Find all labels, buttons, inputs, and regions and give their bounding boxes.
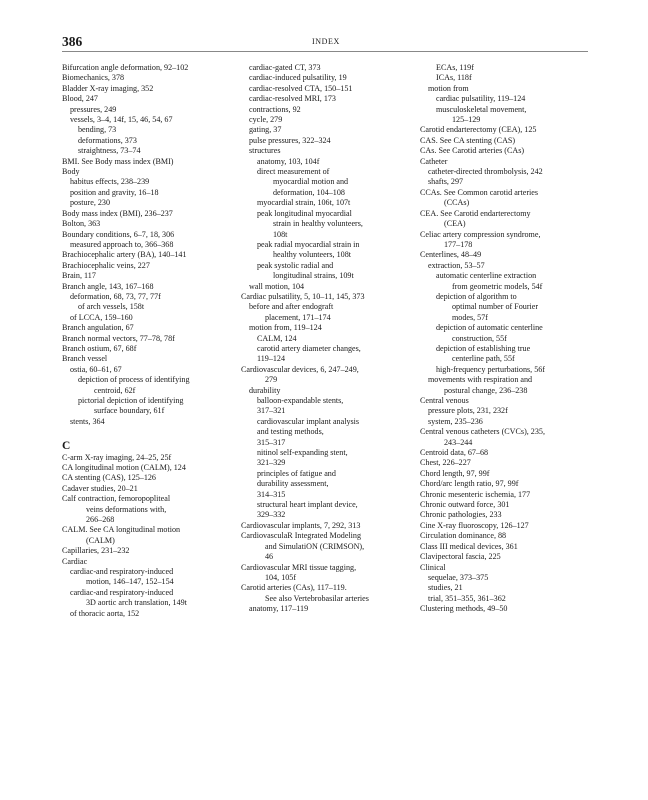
index-subentry: vessels, 3–4, 14f, 15, 46, 54, 67: [70, 115, 173, 125]
index-subentry: modes, 57f: [452, 312, 488, 322]
index-entry: Clavipectoral fascia, 225: [420, 552, 501, 562]
index-entry: Body mass index (BMI), 236–237: [62, 208, 173, 218]
index-entry: Blood, 247: [62, 94, 98, 104]
index-subentry: 108t: [273, 229, 288, 239]
index-subentry: anatomy, 117–119: [249, 604, 309, 614]
index-subentry: deformation, 104–108: [273, 187, 345, 197]
index-subentry: stents, 364: [70, 416, 105, 426]
index-subentry: depiction of process of identifying: [78, 375, 190, 385]
index-entry: Boundary conditions, 6–7, 18, 306: [62, 229, 175, 239]
index-column-3: [420, 63, 592, 615]
index-subentry: surface boundary, 61f: [94, 406, 165, 416]
index-entry: CCAs. See Common carotid arteries: [420, 187, 539, 197]
index-subentry: cardiac-gated CT, 373: [249, 63, 321, 72]
index-subentry: depiction of algorithm to: [436, 291, 517, 301]
index-entry: Branch angle, 143, 167–168: [62, 281, 154, 291]
index-subentry: cardiac-and respiratory-induced: [70, 567, 174, 577]
index-subentry: 317–321: [257, 406, 286, 416]
index-entry: Class III medical devices, 361: [420, 541, 518, 551]
index-subentry: (CCAs): [444, 198, 470, 208]
index-entry: Cardiovascular implants, 7, 292, 313: [241, 520, 361, 530]
index-subentry: studies, 21: [428, 583, 463, 593]
index-subentry: veins deformations with,: [86, 504, 167, 514]
page-header: [62, 34, 588, 52]
index-subentry: high-frequency perturbations, 56f: [436, 364, 546, 374]
index-entry: Cine X-ray fluoroscopy, 126–127: [420, 520, 529, 530]
index-subentry: 177–178: [444, 239, 473, 249]
index-subentry: 329–332: [257, 510, 286, 520]
index-subentry: (CEA): [444, 219, 466, 229]
index-subentry: peak systolic radial and: [257, 260, 334, 270]
index-column-2: [241, 63, 421, 615]
index-subentry: automatic centerline extraction: [436, 271, 537, 281]
index-subentry: ECAs, 119f: [436, 63, 474, 72]
index-subentry: postural change, 236–238: [444, 385, 528, 395]
index-entry: Bolton, 363: [62, 219, 101, 229]
index-subentry: 46: [265, 552, 274, 562]
index-entry: Body: [62, 167, 80, 177]
section-letter: C: [62, 439, 71, 452]
index-subentry: nitinol self-expanding stent,: [257, 448, 348, 458]
index-subentry: balloon-expandable stents,: [257, 396, 344, 405]
index-entry: Branch normal vectors, 77–78, 78f: [62, 333, 175, 343]
index-subentry: myocardial strain, 106t, 107t: [257, 198, 351, 208]
section-gap: [62, 427, 242, 437]
index-entry: Chronic outward force, 301: [420, 500, 510, 510]
index-subentry: principles of fatigue and: [257, 468, 336, 478]
index-subentry: 321–329: [257, 458, 286, 468]
index-subentry: peak longitudinal myocardial: [257, 208, 352, 218]
index-subentry: direct measurement of: [257, 167, 330, 177]
index-subentry: durability: [249, 385, 281, 395]
index-subentry: cycle, 279: [249, 115, 283, 125]
index-entry: Chronic mesenteric ischemia, 177: [420, 489, 531, 499]
index-subentry: wall motion, 104: [249, 281, 305, 291]
index-subentry: 104, 105f: [265, 572, 297, 582]
index-subentry: cardiac-and respiratory-induced: [70, 587, 174, 597]
index-subentry: peak radial myocardial strain in: [257, 239, 360, 249]
index-entry: Celiac artery compression syndrome,: [420, 229, 541, 239]
index-subentry: ostia, 60–61, 67: [70, 364, 122, 374]
index-subentry: system, 235–236: [428, 416, 483, 426]
index-subentry: and testing methods,: [257, 427, 324, 437]
index-subentry: 125–129: [452, 115, 481, 125]
index-entry: Cadaver studies, 20–21: [62, 483, 138, 493]
header-rule: [62, 51, 588, 52]
index-entry: CEA. See Carotid endarterectomy: [420, 208, 531, 218]
index-subentry: motion from, 119–124: [249, 323, 322, 333]
index-subentry: 314–315: [257, 489, 286, 499]
index-entry: Centroid data, 67–68: [420, 448, 489, 458]
index-entry: Carotid arteries (CAs), 117–119.: [241, 583, 347, 593]
index-entry: Circulation dominance, 88: [420, 531, 507, 541]
index-entry: Branch vessel: [62, 354, 108, 364]
index-subentry: movements with respiration and: [428, 375, 533, 385]
index-subentry: cardiac-induced pulsatility, 19: [249, 73, 347, 83]
index-subentry: longitudinal strains, 109t: [273, 271, 354, 281]
index-subentry: sequelae, 373–375: [428, 572, 489, 582]
index-subentry: structural heart implant device,: [257, 500, 358, 510]
index-subentry: durability assessment,: [257, 479, 329, 489]
index-subentry: centerline path, 55f: [452, 354, 515, 364]
index-entry: CALM. See CA longitudinal motion: [62, 525, 181, 535]
index-subentry: motion from: [428, 83, 469, 93]
index-entry: Brachiocephalic veins, 227: [62, 260, 150, 270]
index-entry: Capillaries, 231–232: [62, 546, 130, 556]
page-number: 386: [62, 34, 83, 49]
index-entry: Brachiocephalic artery (BA), 140–141: [62, 250, 187, 260]
index-subentry: 266–268: [86, 515, 115, 525]
index-subentry: See also Vertebrobasilar arteries: [265, 593, 369, 603]
index-entry: Chest, 226–227: [420, 458, 471, 468]
index-subentry: depiction of establishing true: [436, 343, 531, 353]
index-entry: Centerlines, 48–49: [420, 250, 482, 260]
index-entry: Biomechanics, 378: [62, 73, 125, 83]
index-subentry: posture, 230: [70, 198, 111, 208]
index-subentry: straightness, 73–74: [78, 146, 141, 156]
index-entry: Chronic pathologies, 233: [420, 510, 502, 520]
index-subentry: 279: [265, 375, 278, 385]
index-subentry: pulse pressures, 322–324: [249, 135, 331, 145]
index-entry: Central venous catheters (CVCs), 235,: [420, 427, 545, 437]
index-entry: Cardiovascular devices, 6, 247–249,: [241, 364, 359, 374]
index-subentry: 119–124: [257, 354, 286, 364]
index-subentry: pressures, 249: [70, 104, 117, 114]
index-subentry: ICAs, 118f: [436, 73, 472, 83]
index-subentry: structures: [249, 146, 281, 156]
index-entry: Catheter: [420, 156, 448, 166]
index-subentry: shafts, 297: [428, 177, 464, 187]
index-entry: Branch ostium, 67, 68f: [62, 343, 137, 353]
index-entry: CardiovasculaR Integrated Modeling: [241, 531, 362, 541]
index-subentry: pressure plots, 231, 232f: [428, 406, 508, 416]
index-entry: CAS. See CA stenting (CAS): [420, 135, 516, 145]
index-subentry: of arch vessels, 158t: [78, 302, 145, 312]
running-head: INDEX: [312, 37, 340, 46]
index-entry: C-arm X-ray imaging, 24–25, 25f: [62, 452, 172, 462]
index-entry: BMI. See Body mass index (BMI): [62, 156, 174, 166]
index-subentry: carotid artery diameter changes,: [257, 343, 361, 353]
index-subentry: before and after endograft: [249, 302, 334, 312]
index-subentry: cardiac-resolved CTA, 150–151: [249, 83, 353, 93]
index-entry: Calf contraction, femoropopliteal: [62, 494, 171, 504]
index-subentry: construction, 55f: [452, 333, 507, 343]
index-subentry: 3D aortic arch translation, 149t: [86, 598, 187, 608]
index-entry: Chord/arc length ratio, 97, 99f: [420, 479, 519, 489]
index-subentry: cardiac pulsatility, 119–124: [436, 94, 526, 104]
index-subentry: cardiac-resolved MRI, 173: [249, 94, 336, 104]
index-subentry: 315–317: [257, 437, 286, 447]
index-subentry: deformations, 373: [78, 135, 137, 145]
index-column-1: [62, 63, 242, 619]
index-subentry: strain in healthy volunteers,: [273, 219, 363, 229]
index-subentry: placement, 171–174: [265, 312, 331, 322]
index-subentry: myocardial motion and: [273, 177, 349, 187]
index-entry: Branch angulation, 67: [62, 323, 134, 333]
index-subentry: pictorial depiction of identifying: [78, 396, 184, 405]
index-subentry: and SimulatiON (CRIMSON),: [265, 541, 365, 551]
index-entry: Carotid endarterectomy (CEA), 125: [420, 125, 537, 135]
index-entry: Central venous: [420, 396, 469, 405]
index-entry: CAs. See Carotid arteries (CAs): [420, 146, 525, 156]
index-subentry: 243–244: [444, 437, 473, 447]
index-subentry: trial, 351–355, 361–362: [428, 593, 506, 603]
index-subentry: position and gravity, 16–18: [70, 187, 159, 197]
index-subentry: (CALM): [86, 535, 115, 545]
index-entry: Cardiac: [62, 556, 88, 566]
index-subentry: musculoskeletal movement,: [436, 104, 527, 114]
index-subentry: healthy volunteers, 108t: [273, 250, 351, 260]
index-entry: Bifurcation angle deformation, 92–102: [62, 63, 189, 72]
index-entry: Brain, 117: [62, 271, 96, 281]
index-subentry: of thoracic aorta, 152: [70, 608, 140, 618]
index-subentry: depiction of automatic centerline: [436, 323, 543, 333]
index-subentry: bending, 73: [78, 125, 117, 135]
index-subentry: centroid, 62f: [94, 385, 136, 395]
index-subentry: contractions, 92: [249, 104, 301, 114]
index-subentry: optimal number of Fourier: [452, 302, 539, 312]
index-entry: CA stenting (CAS), 125–126: [62, 473, 156, 483]
index-subentry: cardiovascular implant analysis: [257, 416, 360, 426]
index-entry: CA longitudinal motion (CALM), 124: [62, 463, 186, 473]
index-entry: Clustering methods, 49–50: [420, 604, 508, 614]
index-subentry: from geometric models, 54f: [452, 281, 543, 291]
index-subentry: catheter-directed thrombolysis, 242: [428, 167, 543, 177]
index-subentry: CALM, 124: [257, 333, 297, 343]
index-subentry: extraction, 53–57: [428, 260, 485, 270]
index-subentry: measured approach to, 366–368: [70, 239, 174, 249]
index-subentry: motion, 146–147, 152–154: [86, 577, 174, 587]
index-entry: Bladder X-ray imaging, 352: [62, 83, 154, 93]
index-subentry: habitus effects, 238–239: [70, 177, 150, 187]
index-subentry: anatomy, 103, 104f: [257, 156, 320, 166]
index-subentry: deformation, 68, 73, 77, 77f: [70, 291, 161, 301]
index-entry: Cardiovascular MRI tissue tagging,: [241, 562, 357, 572]
index-entry: Chord length, 97, 99f: [420, 468, 490, 478]
index-entry: Cardiac pulsatility, 5, 10–11, 145, 373: [241, 291, 365, 301]
index-subentry: of LCCA, 159–160: [70, 312, 133, 322]
index-subentry: gating, 37: [249, 125, 282, 135]
index-entry: Clinical: [420, 562, 446, 572]
